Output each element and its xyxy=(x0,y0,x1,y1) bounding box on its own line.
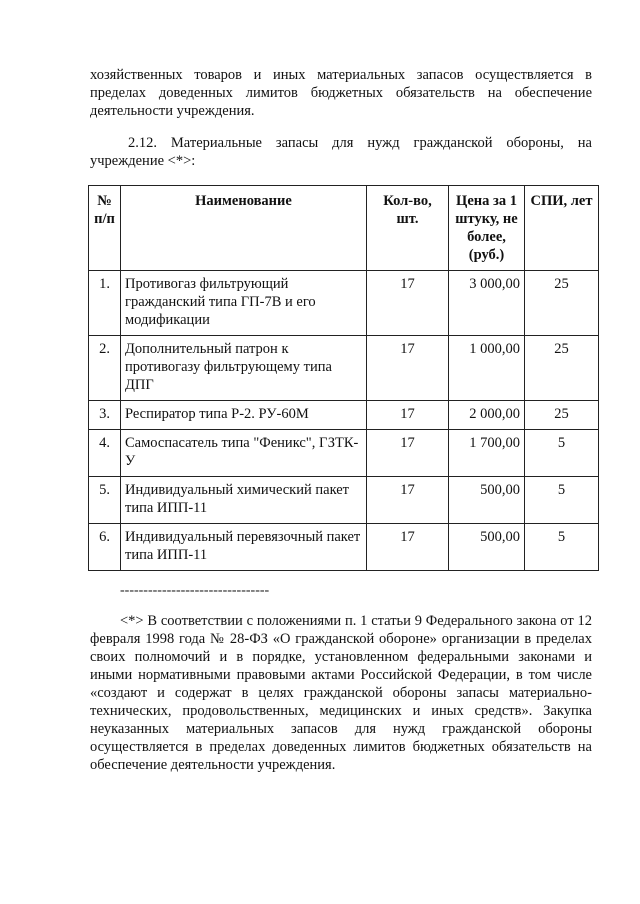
row-name: Противогаз фильтрующий гражданский типа ГП-7В и его модификации xyxy=(121,271,367,336)
row-qty: 17 xyxy=(367,430,449,477)
header-spi: СПИ, лет xyxy=(525,186,599,271)
row-price: 500,00 xyxy=(449,477,525,524)
row-num: 4. xyxy=(89,430,121,477)
row-price: 1 700,00 xyxy=(449,430,525,477)
table-row xyxy=(89,336,599,401)
header-qty: Кол-во, шт. xyxy=(367,186,449,271)
row-spi: 5 xyxy=(525,477,599,524)
table-row xyxy=(89,524,599,571)
footnote-paragraph: <*> В соответствии с положениями п. 1 статьи 9 Федерального закона от 12 февраля 1998 года № 28-ФЗ «О гражданской обороне» организации в пределах своих полномочий и в порядке, установленном федеральными законами и иными нормативными правовыми актами Российской Федерации, в том числе «создают и содержат в целях гражданской обороны запасы материально-технических, продовольственных, медицинских и иных средств». Закупка неуказанных материальных запасов для нужд гражданской обороны осуществляется в пределах доведенных лимитов бюджетных обязательств на обеспечение деятельности учреждения. xyxy=(90,613,592,773)
table-row xyxy=(89,430,599,477)
row-qty: 17 xyxy=(367,401,449,430)
header-num: № п/п xyxy=(89,186,121,271)
row-spi: 25 xyxy=(525,271,599,336)
row-spi: 25 xyxy=(525,336,599,401)
row-num: 2. xyxy=(89,336,121,401)
row-num: 5. xyxy=(89,477,121,524)
table-row xyxy=(89,477,599,524)
row-price: 3 000,00 xyxy=(449,271,525,336)
header-price: Цена за 1 штуку, не более, (руб.) xyxy=(449,186,525,271)
row-spi: 25 xyxy=(525,401,599,430)
row-num: 1. xyxy=(89,271,121,336)
table-header-row xyxy=(89,186,599,271)
footnote-separator: -------------------------------- xyxy=(120,583,270,598)
row-name: Индивидуальный химический пакет типа ИПП-11 xyxy=(121,477,367,524)
table-row xyxy=(89,271,599,336)
row-qty: 17 xyxy=(367,524,449,571)
section-heading: 2.12. Материальные запасы для нужд гражданской обороны, на учреждение <*>: xyxy=(90,135,592,169)
row-name: Дополнительный патрон к противогазу фильтрующему типа ДПГ xyxy=(121,336,367,401)
row-qty: 17 xyxy=(367,336,449,401)
row-name: Самоспасатель типа "Феникс", ГЗТК-У xyxy=(121,430,367,477)
row-price: 500,00 xyxy=(449,524,525,571)
row-qty: 17 xyxy=(367,271,449,336)
row-num: 3. xyxy=(89,401,121,430)
row-spi: 5 xyxy=(525,524,599,571)
row-price: 2 000,00 xyxy=(449,401,525,430)
row-num: 6. xyxy=(89,524,121,571)
header-name: Наименование xyxy=(121,186,367,271)
row-price: 1 000,00 xyxy=(449,336,525,401)
table-row xyxy=(89,401,599,430)
row-spi: 5 xyxy=(525,430,599,477)
row-name: Респиратор типа Р-2. РУ-60М xyxy=(121,401,367,430)
row-name: Индивидуальный перевязочный пакет типа ИПП-11 xyxy=(121,524,367,571)
intro-paragraph: хозяйственных товаров и иных материальных запасов осуществляется в пределах доведенных лимитов бюджетных обязательств на обеспечение деятельности учреждения. xyxy=(90,67,592,119)
materials-table xyxy=(88,185,599,571)
row-qty: 17 xyxy=(367,477,449,524)
